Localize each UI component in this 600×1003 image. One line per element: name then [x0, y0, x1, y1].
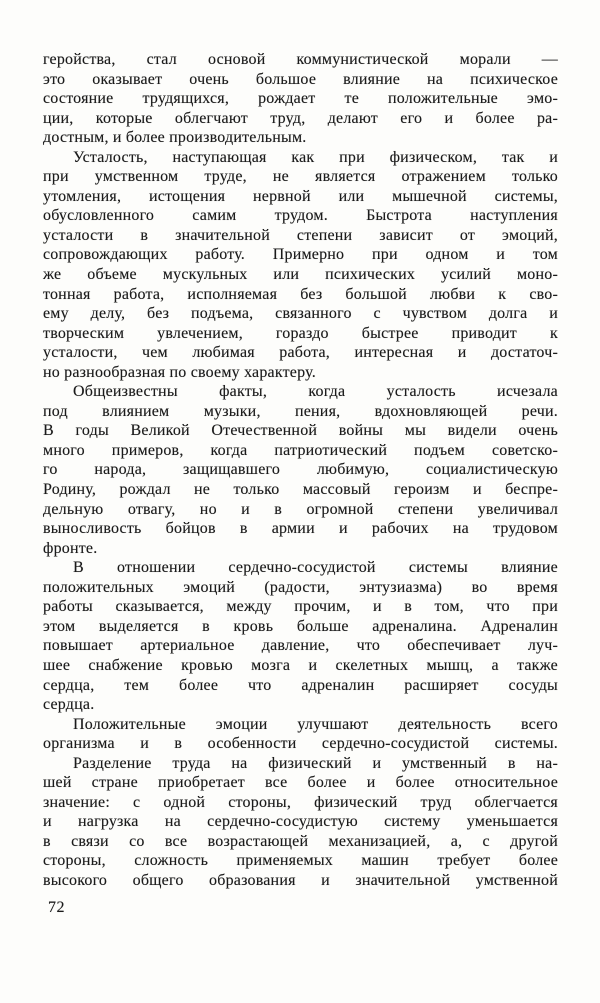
- text-line: утомления, истощения нервной или мышечной системы,: [43, 187, 558, 205]
- text-line: творческим увлечением, гораздо быстрее приводит к: [43, 324, 558, 342]
- text-line: усталости, чем любимая работа, интересная и достаточ-: [43, 344, 558, 362]
- text-line: положительных эмоций (радости, энтузиазма) во время: [43, 578, 558, 596]
- text-line: фронте.: [43, 539, 98, 557]
- text-line: состояние трудящихся, рождает те положительные эмо-: [43, 90, 558, 108]
- text-line: ции, которые облегчают труд, делают его и более ра-: [43, 109, 558, 127]
- text-line: работы сказывается, между прочим, и в том, что при: [43, 598, 558, 616]
- paragraph: [43, 558, 558, 714]
- text-line: много примеров, когда патриотический подъем советско-: [43, 441, 558, 459]
- text-line: же объеме мускульных или психических усилий моно-: [43, 266, 558, 284]
- text-line: но разнообразная по своему характеру.: [43, 363, 316, 381]
- text-line: под влиянием музыки, пения, вдохновляющей речи.: [43, 402, 558, 420]
- text-line: В годы Великой Отечественной войны мы видели очень: [43, 422, 558, 440]
- text-line: ему делу, без подъема, связанного с чувством долга и: [43, 305, 558, 323]
- text-block: [43, 50, 558, 891]
- text-line: достным, и более производительным.: [43, 129, 307, 147]
- text-line: Усталость, наступающая как при физическом, так и: [73, 148, 558, 166]
- paragraph: [43, 754, 558, 891]
- text-line: В отношении сердечно-сосудистой системы влияние: [73, 559, 558, 577]
- text-line: шее снабжение кровью мозга и скелетных мышц, а также: [43, 656, 558, 674]
- paragraph: [43, 148, 558, 383]
- text-line: стороны, сложность применяемых машин требует более: [43, 852, 558, 870]
- text-line: выносливость бойцов в армии и рабочих на трудовом: [43, 520, 558, 538]
- text-line: при умственном труде, не является отражением только: [43, 168, 558, 186]
- text-line: сердца.: [43, 696, 95, 714]
- text-line: это оказывает очень большое влияние на психическое: [43, 70, 558, 88]
- paragraph: [43, 50, 558, 148]
- page-number: 72: [48, 899, 65, 916]
- text-line: этом выделяется в кровь больше адреналина. Адреналин: [43, 617, 558, 635]
- text-line: сопровождающих работу. Примерно при одном и том: [43, 246, 558, 264]
- text-line: шей стране приобретает все более и более относительное: [43, 774, 558, 792]
- text-line: Родину, рождал не только массовый героизм и беспре-: [43, 481, 558, 499]
- text-line: дельную отвагу, но и в огромной степени увеличивал: [43, 500, 558, 518]
- text-line: высокого общего образования и значительной умственной: [43, 871, 558, 889]
- text-line: и нагрузка на сердечно-сосудистую систему уменьшается: [43, 813, 558, 831]
- text-line: геройства, стал основой коммунистической морали —: [43, 51, 558, 68]
- text-line: Положительные эмоции улучшают деятельность всего: [73, 715, 558, 733]
- text-line: Разделение труда на физический и умственный в на-: [73, 754, 558, 772]
- text-line: го народа, защищавшего любимую, социалистическую: [43, 461, 558, 479]
- paragraph: [43, 382, 558, 558]
- text-line: в связи со все возрастающей механизацией, а, с другой: [43, 832, 558, 850]
- text-line: значение: с одной стороны, физический труд облегчается: [43, 793, 558, 811]
- text-line: сердца, тем более что адреналин расширяет сосуды: [43, 676, 558, 694]
- paragraph: [43, 715, 558, 754]
- text-line: организма и в особенности сердечно-сосудистой системы.: [43, 735, 558, 753]
- text-line: тонная работа, исполняемая без большой любви к сво-: [43, 285, 558, 303]
- text-line: Общеизвестны факты, когда усталость исчезала: [73, 383, 558, 401]
- text-line: обусловленного самим трудом. Быстрота наступления: [43, 207, 558, 225]
- text-line: повышает артериальное давление, что обеспечивает луч-: [43, 637, 558, 655]
- text-line: усталости в значительной степени зависит от эмоций,: [43, 226, 558, 244]
